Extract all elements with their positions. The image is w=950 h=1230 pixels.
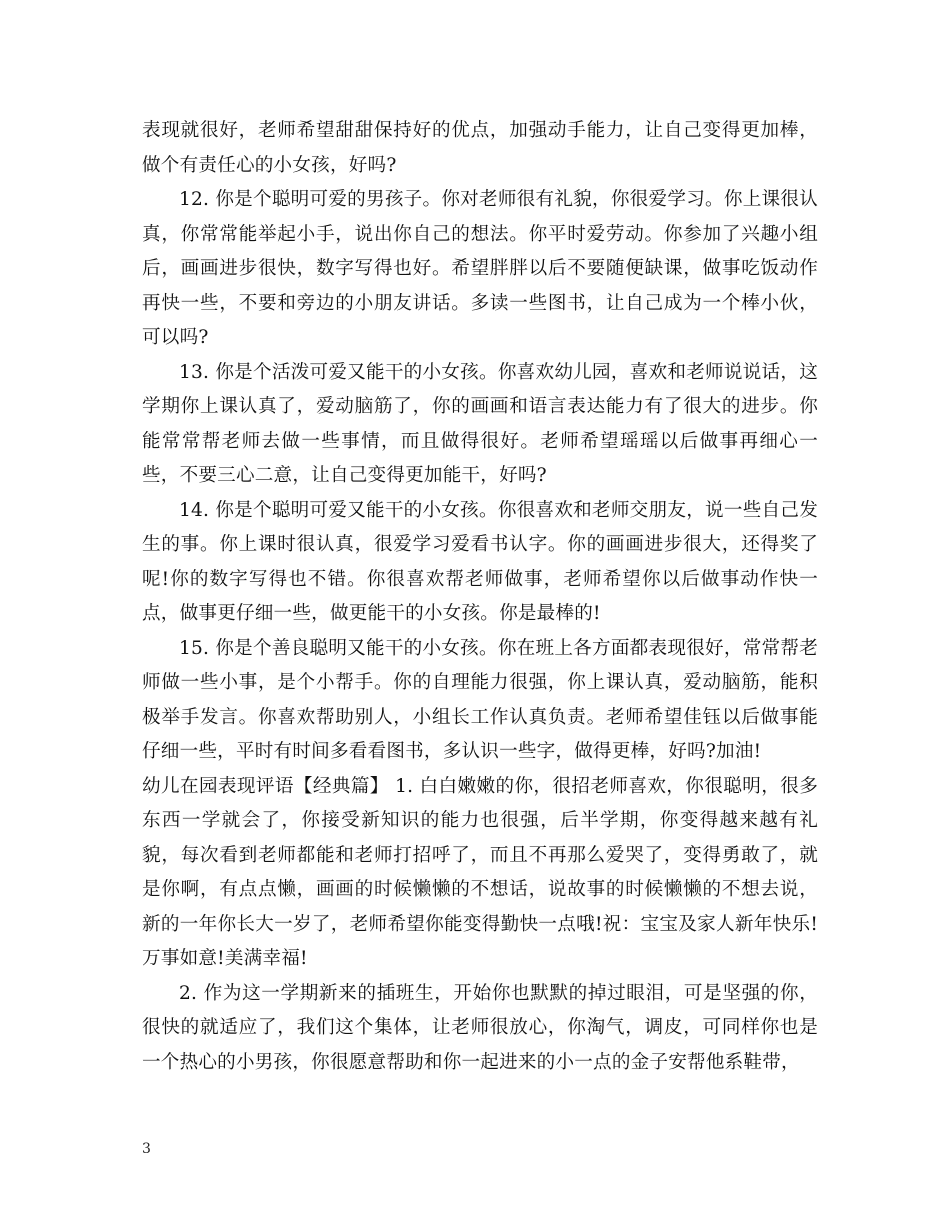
paragraph-continuation: 表现就很好，老师希望甜甜保持好的优点，加强动手能力，让自己变得更加棒，做个有责任心的小女孩，好吗? (142, 120, 818, 176)
paragraph-classic-comment-2: 2. 作为这一学期新来的插班生，开始你也默默的掉过眼泪，可是坚强的你，很快的就适应了，我们这个集体，让老师很放心，你淘气，调皮，可同样你也是一个热心的小男孩，你很愿意帮助和你一起进来的小一点的金子安帮他系鞋带， (142, 982, 818, 1073)
paragraph-comment-15: 15. 你是个善良聪明又能干的小女孩。你在班上各方面都表现很好，常常帮老师做一些小事，是个小帮手。你的自理能力很强，你上课认真，爱动脑筋，能积极举手发言。你喜欢帮助别人，小组长工作认真负责。老师希望佳钰以后做事能仔细一些，平时有时间多看看图书，多认识一些字，做得更棒，好吗?加油! (142, 637, 818, 762)
paragraph-classic-section: 幼儿在园表现评语【经典篇】 1. 白白嫩嫩的你，很招老师喜欢，你很聪明，很多东西一学就会了，你接受新知识的能力也很强，后半学期，你变得越来越有礼貌，每次看到老师都能和老师打招呼了，而且不再那么爱哭了，变得勇敢了，就是你啊，有点点懒，画画的时候懒懒的不想话，说故事的时候懒懒的不想去说，新的一年你长大一岁了，老师希望你能变得勤快一点哦!祝：宝宝及家人新年快乐!万事如意!美满幸福! (142, 775, 818, 969)
page-number: 3 (142, 1141, 151, 1157)
paragraph-comment-12: 12. 你是个聪明可爱的男孩子。你对老师很有礼貌，你很爱学习。你上课很认真，你常常能举起小手，说出你自己的想法。你平时爱劳动。你参加了兴趣小组后，画画进步很快，数字写得也好。希望胖胖以后不要随便缺课，做事吃饭动作再快一些，不要和旁边的小朋友讲话。多读一些图书，让自己成为一个棒小伙，可以吗? (142, 189, 818, 348)
document-body (142, 114, 818, 1080)
paragraph-comment-14: 14. 你是个聪明可爱又能干的小女孩。你很喜欢和老师交朋友，说一些自己发生的事。你上课时很认真，很爱学习爱看书认字。你的画画进步很大，还得奖了呢!你的数字写得也不错。你很喜欢帮老师做事，老师希望你以后做事动作快一点，做事更仔细一些，做更能干的小女孩。你是最棒的! (142, 499, 818, 624)
paragraph-comment-13: 13. 你是个活泼可爱又能干的小女孩。你喜欢幼儿园，喜欢和老师说说话，这学期你上课认真了，爱动脑筋了，你的画画和语言表达能力有了很大的进步。你能常常帮老师去做一些事情，而且做得很好。老师希望瑶瑶以后做事再细心一些，不要三心二意，让自己变得更加能干，好吗? (142, 361, 818, 486)
